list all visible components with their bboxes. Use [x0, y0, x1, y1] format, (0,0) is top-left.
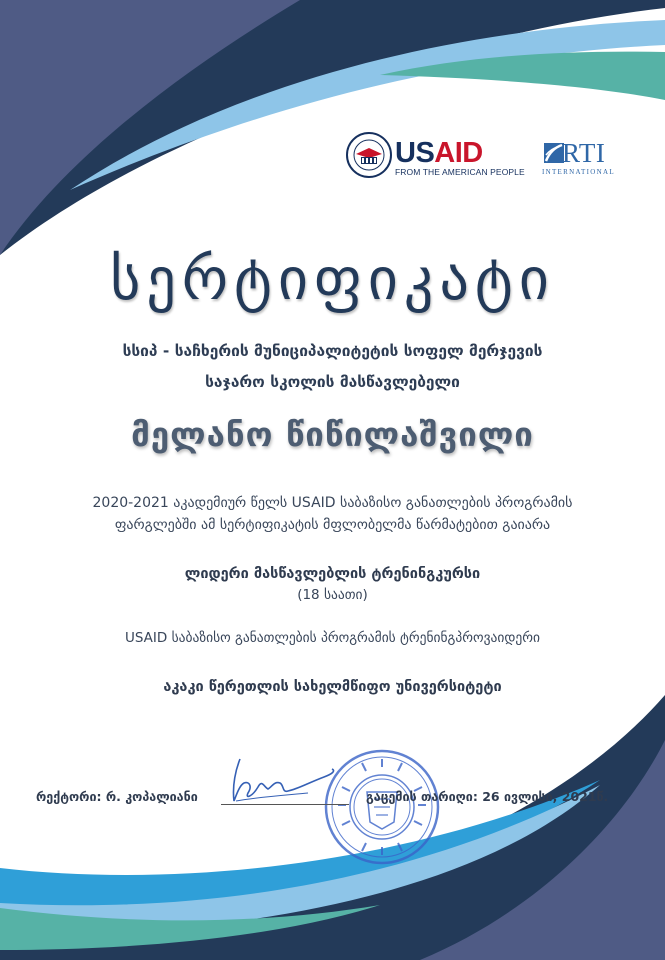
rti-logo: [542, 138, 628, 177]
rector-label: რექტორი: რ. კოპალიანი: [36, 789, 198, 804]
description-line-2: ფარგლებში ამ სერტიფიკატის მფლობელმა წარმატებით გაიარა: [114, 517, 551, 533]
course-hours: (18 საათი): [297, 587, 368, 603]
school-line-1: სსიპ - საჩხერის მუნიციპალიტეტის სოფელ მერჯევის: [122, 342, 543, 360]
school-line-2: საჯარო სკოლის მასწავლებელი: [205, 373, 460, 391]
university-name: აკაკი წერეთლის სახელმწიფო უნივერსიტეტი: [163, 679, 502, 695]
usaid-tagline: FROM THE AMERICAN PEOPLE: [395, 167, 525, 177]
usaid-logo-us: US: [395, 137, 435, 169]
rti-subtitle: INTERNATIONAL: [542, 168, 615, 176]
usaid-logo-aid: AID: [434, 137, 483, 169]
signature-line: [221, 804, 349, 805]
rector-signature: [228, 757, 338, 807]
usaid-logo: [395, 138, 483, 168]
rti-name: RTI: [562, 138, 606, 168]
description-line-1: 2020-2021 აკადემიურ წელს USAID საბაზისო განათლების პროგრამის: [92, 495, 573, 511]
provider-label: USAID საბაზისო განათლების პროგრამის ტრენინგპროვაიდერი: [124, 630, 541, 646]
usaid-seal-icon: [346, 132, 392, 178]
issue-date: გაცემის თარიღი: 26 ივლისი, 2021წ.: [366, 789, 609, 804]
recipient-name: მელანო წიწილაშვილი: [131, 415, 534, 454]
certificate-title: სერტიფიკატი: [110, 245, 555, 313]
official-stamp-icon: [322, 747, 442, 867]
course-name: ლიდერი მასწავლებლის ტრენინგკურსი: [184, 566, 481, 582]
